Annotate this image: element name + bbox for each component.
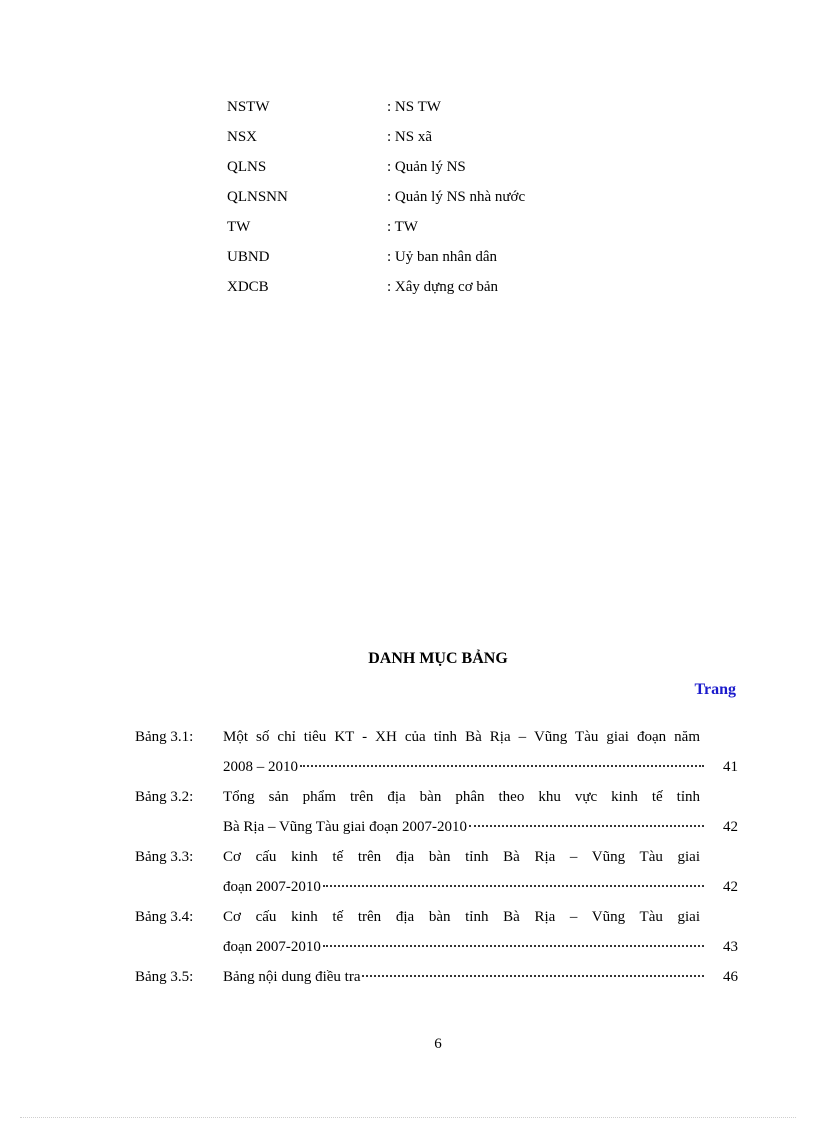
abbreviation-row (227, 92, 525, 122)
abbreviation-row (227, 122, 525, 152)
abbreviation-meaning: : Quản lý NS nhà nước (387, 188, 526, 205)
abbreviation-code: NSTW (227, 98, 270, 115)
table-entry-title-end: Bảng nội dung điều tra (223, 969, 361, 985)
abbreviation-code: UBND (227, 248, 270, 265)
abbreviation-meaning: : NS TW (387, 98, 441, 115)
abbreviation-row (227, 182, 525, 212)
abbreviation-code: XDCB (227, 278, 269, 295)
table-entry-page: 41 (723, 759, 738, 775)
table-list-entry (135, 902, 738, 962)
table-entry-page: 46 (723, 969, 738, 985)
dot-leader (300, 764, 704, 767)
table-entry-title-end: 2008 – 2010 (223, 759, 298, 775)
table-entry-label: Bảng 3.1: (135, 729, 194, 745)
abbreviation-code: TW (227, 218, 251, 235)
table-list-entry (135, 962, 738, 992)
abbreviation-meaning: : Uỷ ban nhân dân (387, 248, 497, 265)
abbreviation-meaning: : Quản lý NS (387, 158, 466, 175)
dot-leader (362, 974, 704, 977)
table-entry-page: 43 (723, 939, 738, 955)
abbreviation-code: QLNSNN (227, 188, 288, 205)
page-number: 6 (434, 1036, 442, 1052)
page-bottom-border (20, 1117, 796, 1118)
table-entry-title-end: đoạn 2007-2010 (223, 939, 321, 955)
table-list-entry (135, 782, 738, 842)
dot-leader (323, 884, 704, 887)
table-entry-label: Bảng 3.5: (135, 969, 194, 985)
table-entry-title: Cơ cấu kinh tế trên địa bàn tỉnh Bà Rịa – Vũng Tàu giai (223, 849, 700, 865)
table-entry-page: 42 (723, 879, 738, 895)
abbreviation-row (227, 272, 525, 302)
page-column-label: Trang (694, 681, 736, 698)
table-list (135, 722, 738, 992)
table-list-entry (135, 722, 738, 782)
dot-leader (469, 824, 704, 827)
table-entry-label: Bảng 3.3: (135, 849, 194, 865)
table-list-entry (135, 842, 738, 902)
table-entry-title-end: Bà Rịa – Vũng Tàu giai đoạn 2007-2010 (223, 819, 467, 835)
table-entry-title: Một số chỉ tiêu KT - XH của tỉnh Bà Rịa – Vũng Tàu giai đoạn năm (223, 729, 700, 745)
abbreviation-code: QLNS (227, 158, 267, 175)
table-list-title: DANH MỤC BẢNG (368, 650, 508, 667)
table-entry-label: Bảng 3.4: (135, 909, 194, 925)
abbreviation-row (227, 152, 525, 182)
abbreviation-code: NSX (227, 128, 258, 145)
table-entry-page: 42 (723, 819, 738, 835)
abbreviation-row (227, 242, 525, 272)
table-entry-title: Tổng sản phẩm trên địa bàn phân theo khu vực kinh tế tỉnh (223, 789, 700, 805)
table-entry-title: Cơ cấu kinh tế trên địa bàn tỉnh Bà Rịa – Vũng Tàu giai (223, 909, 700, 925)
table-entry-label: Bảng 3.2: (135, 789, 194, 805)
abbreviation-meaning: : Xây dựng cơ bản (387, 278, 499, 295)
abbreviation-meaning: : NS xã (387, 128, 432, 145)
abbreviation-list (227, 92, 525, 302)
dot-leader (323, 944, 704, 947)
abbreviation-meaning: : TW (387, 218, 418, 235)
table-entry-title-end: đoạn 2007-2010 (223, 879, 321, 895)
abbreviation-row (227, 212, 525, 242)
